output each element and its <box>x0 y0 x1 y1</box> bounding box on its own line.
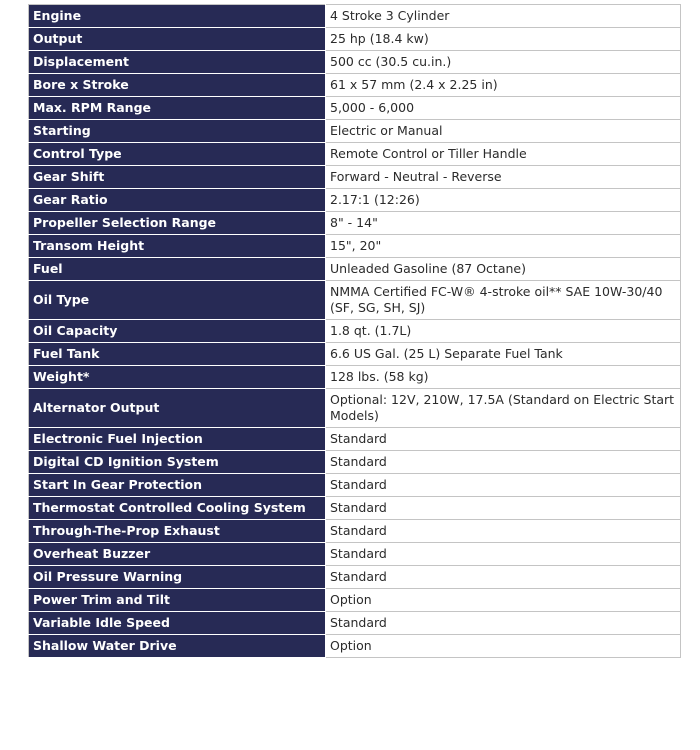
spec-value: Forward - Neutral - Reverse <box>326 166 681 189</box>
table-row <box>29 543 681 566</box>
table-row <box>29 28 681 51</box>
spec-value: NMMA Certified FC-W® 4-stroke oil** SAE 10W-30/40 (SF, SG, SH, SJ) <box>326 281 681 320</box>
spec-label: Transom Height <box>29 235 326 258</box>
table-row <box>29 343 681 366</box>
table-row <box>29 366 681 389</box>
spec-value: 5,000 - 6,000 <box>326 97 681 120</box>
table-row <box>29 281 681 320</box>
spec-label: Control Type <box>29 143 326 166</box>
spec-label: Output <box>29 28 326 51</box>
table-row <box>29 258 681 281</box>
spec-label: Engine <box>29 5 326 28</box>
spec-label: Gear Ratio <box>29 189 326 212</box>
table-row <box>29 51 681 74</box>
table-row <box>29 389 681 428</box>
spec-label: Start In Gear Protection <box>29 474 326 497</box>
table-row <box>29 97 681 120</box>
table-row <box>29 520 681 543</box>
table-row <box>29 5 681 28</box>
spec-label: Digital CD Ignition System <box>29 451 326 474</box>
table-row <box>29 428 681 451</box>
spec-value: 1.8 qt. (1.7L) <box>326 320 681 343</box>
spec-value: 6.6 US Gal. (25 L) Separate Fuel Tank <box>326 343 681 366</box>
spec-label: Shallow Water Drive <box>29 635 326 658</box>
spec-label: Oil Capacity <box>29 320 326 343</box>
spec-label: Oil Pressure Warning <box>29 566 326 589</box>
spec-value: Standard <box>326 474 681 497</box>
spec-value: 128 lbs. (58 kg) <box>326 366 681 389</box>
table-row <box>29 74 681 97</box>
spec-label: Thermostat Controlled Cooling System <box>29 497 326 520</box>
spec-value: Option <box>326 589 681 612</box>
table-row <box>29 189 681 212</box>
table-row <box>29 143 681 166</box>
spec-label: Weight* <box>29 366 326 389</box>
spec-value: 500 cc (30.5 cu.in.) <box>326 51 681 74</box>
spec-value: 25 hp (18.4 kw) <box>326 28 681 51</box>
spec-value: Standard <box>326 543 681 566</box>
spec-label: Propeller Selection Range <box>29 212 326 235</box>
spec-label: Fuel <box>29 258 326 281</box>
spec-value: 4 Stroke 3 Cylinder <box>326 5 681 28</box>
spec-label: Overheat Buzzer <box>29 543 326 566</box>
spec-value: Standard <box>326 428 681 451</box>
spec-value: Option <box>326 635 681 658</box>
table-row <box>29 497 681 520</box>
spec-value: Unleaded Gasoline (87 Octane) <box>326 258 681 281</box>
spec-label: Electronic Fuel Injection <box>29 428 326 451</box>
table-row <box>29 320 681 343</box>
spec-label: Oil Type <box>29 281 326 320</box>
spec-value: 8" - 14" <box>326 212 681 235</box>
spec-value: Standard <box>326 497 681 520</box>
spec-value: 2.17:1 (12:26) <box>326 189 681 212</box>
spec-value: Standard <box>326 520 681 543</box>
spec-label: Power Trim and Tilt <box>29 589 326 612</box>
table-row <box>29 235 681 258</box>
spec-value: Remote Control or Tiller Handle <box>326 143 681 166</box>
spec-label: Variable Idle Speed <box>29 612 326 635</box>
spec-value: Optional: 12V, 210W, 17.5A (Standard on Electric Start Models) <box>326 389 681 428</box>
table-row <box>29 612 681 635</box>
spec-table <box>28 4 681 658</box>
spec-label: Displacement <box>29 51 326 74</box>
spec-label: Max. RPM Range <box>29 97 326 120</box>
spec-label: Bore x Stroke <box>29 74 326 97</box>
spec-label: Gear Shift <box>29 166 326 189</box>
spec-value: Standard <box>326 451 681 474</box>
spec-label: Alternator Output <box>29 389 326 428</box>
table-row <box>29 635 681 658</box>
table-row <box>29 474 681 497</box>
table-row <box>29 212 681 235</box>
table-row <box>29 566 681 589</box>
spec-label: Starting <box>29 120 326 143</box>
spec-value: 61 x 57 mm (2.4 x 2.25 in) <box>326 74 681 97</box>
spec-label: Through-The-Prop Exhaust <box>29 520 326 543</box>
table-row <box>29 589 681 612</box>
spec-value: 15", 20" <box>326 235 681 258</box>
spec-value: Standard <box>326 566 681 589</box>
table-row <box>29 166 681 189</box>
spec-label: Fuel Tank <box>29 343 326 366</box>
spec-value: Standard <box>326 612 681 635</box>
table-row <box>29 120 681 143</box>
table-row <box>29 451 681 474</box>
spec-value: Electric or Manual <box>326 120 681 143</box>
